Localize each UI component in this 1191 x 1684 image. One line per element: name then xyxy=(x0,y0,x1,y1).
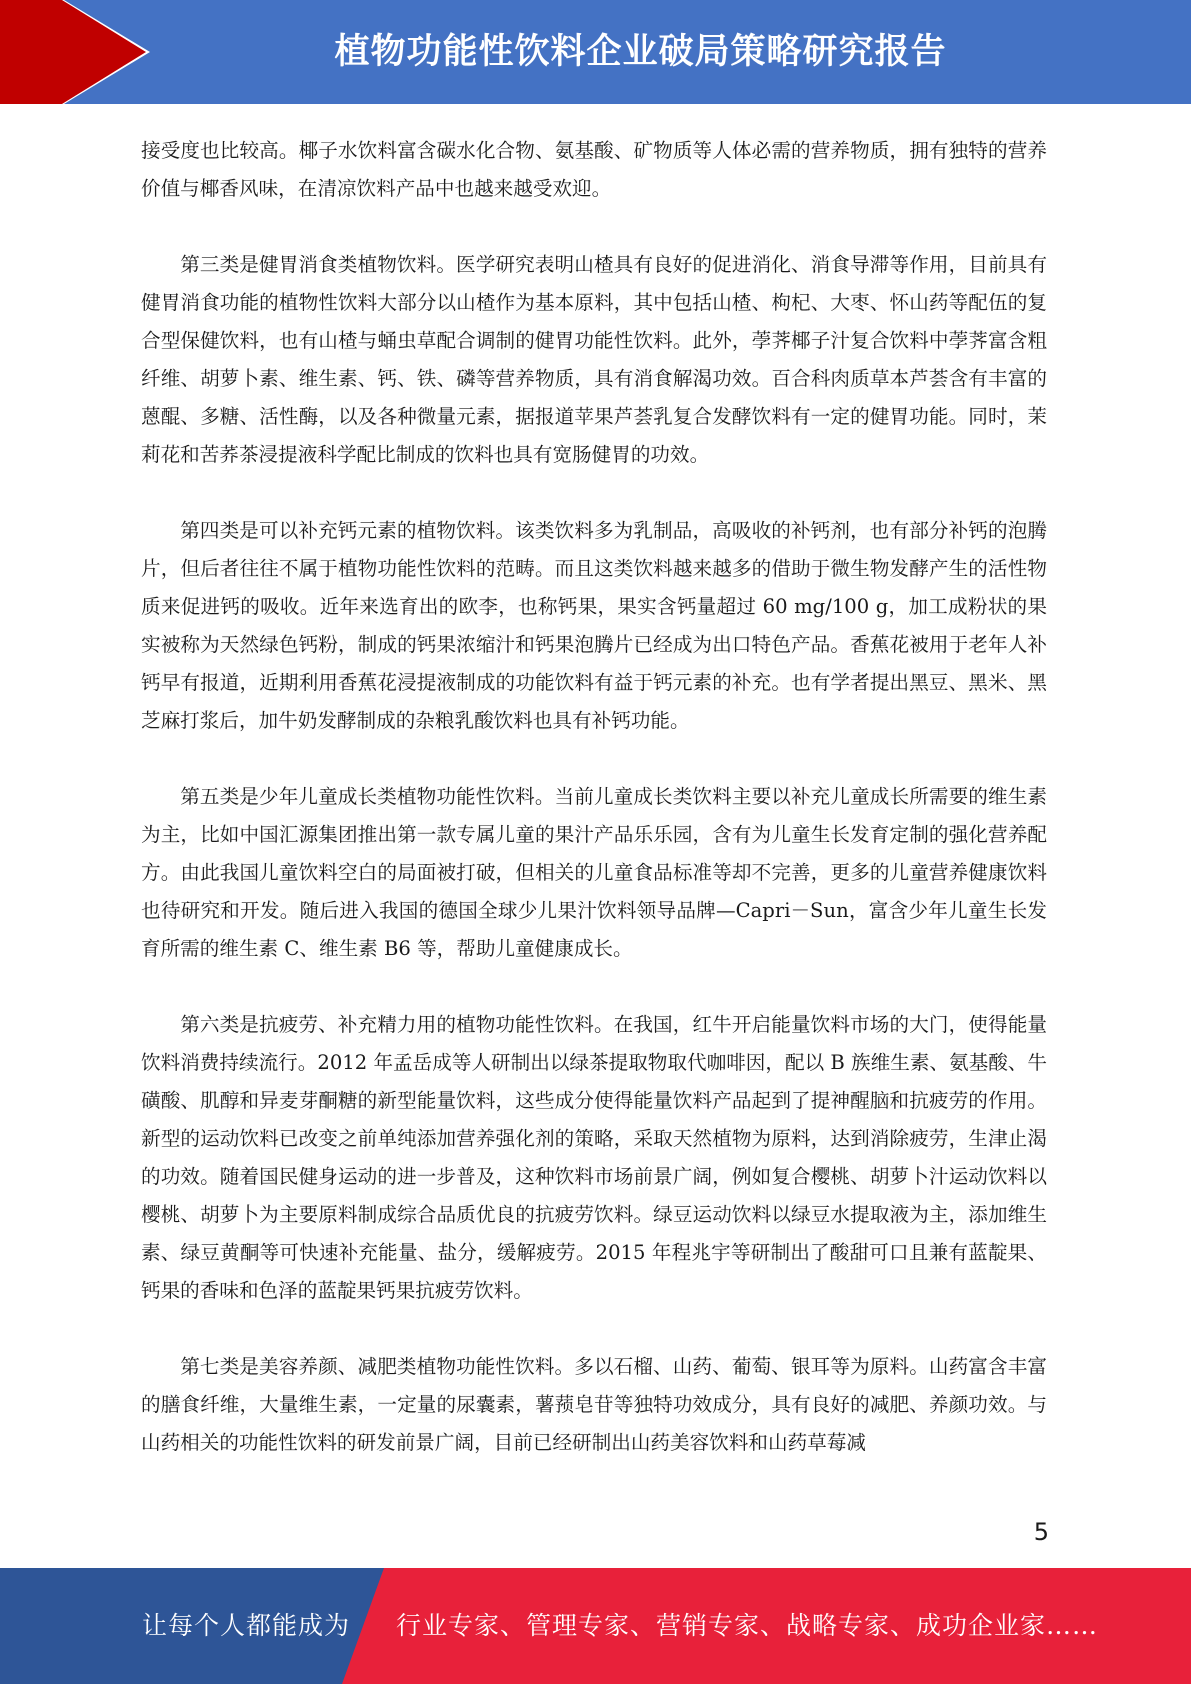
page-header xyxy=(0,0,1191,110)
paragraph-category-6: 第六类是抗疲劳、补充精力用的植物功能性饮料。在我国，红牛开启能量饮料市场的大门，使得能量饮料消费持续流行。2012 年孟岳成等人研制出以绿茶提取物取代咖啡因，配以 B 族维生素、氨基酸、牛磺酸、肌醇和异麦芽酮糖的新型能量饮料，这些成分使得能量饮料产品起到了提神醒脑和抗疲劳的作用。新型的运动饮料已改变之前单纯添加营养强化剂的策略，采取天然植物为原料，达到消除疲劳，生津止渴的功效。随着国民健身运动的进一步普及，这种饮料市场前景广阔，例如复合樱桃、胡萝卜汁运动饮料以樱桃、胡萝卜为主要原料制成综合品质优良的抗疲劳饮料。绿豆运动饮料以绿豆水提取液为主，添加维生素、绿豆黄酮等可快速补充能量、盐分，缓解疲劳。2015 年程兆宇等研制出了酸甜可口且兼有蓝靛果、钙果的香味和色泽的蓝靛果钙果抗疲劳饮料。 xyxy=(141,1013,1047,1302)
paragraph-category-3: 第三类是健胃消食类植物饮料。医学研究表明山楂具有良好的促进消化、消食导滞等作用，目前具有健胃消食功能的植物性饮料大部分以山楂作为基本原料，其中包括山楂、枸杞、大枣、怀山药等配伍的复合型保健饮料，也有山楂与蛹虫草配合调制的健胃功能性饮料。此外，荸荠椰子汁复合饮料中荸荠富含粗纤维、胡萝卜素、维生素、钙、铁、磷等营养物质，具有消食解渴功效。百合科肉质草本芦荟含有丰富的蒽醌、多糖、活性酶，以及各种微量元素，据报道苹果芦荟乳复合发酵饮料有一定的健胃功能。同时，茉莉花和苦荞茶浸提液科学配比制成的饮料也具有宽肠健胃的功效。 xyxy=(141,253,1047,466)
paragraph-category-5: 第五类是少年儿童成长类植物功能性饮料。当前儿童成长类饮料主要以补充儿童成长所需要的维生素为主，比如中国汇源集团推出第一款专属儿童的果汁产品乐乐园，含有为儿童生长发育定制的强化营养配方。由此我国儿童饮料空白的局面被打破，但相关的儿童食品标准等却不完善，更多的儿童营养健康饮料也待研究和开发。随后进入我国的德国全球少儿果汁饮料领导品牌—Capri－Sun，富含少年儿童生长发育所需的维生素 C、维生素 B6 等，帮助儿童健康成长。 xyxy=(141,785,1047,960)
page-number: 5 xyxy=(1033,1518,1049,1546)
footer-slogan-left: 让每个人都能成为 xyxy=(142,1611,351,1640)
body-text xyxy=(141,132,1047,1500)
paragraph-continuation: 接受度也比较高。椰子水饮料富含碳水化合物、氨基酸、矿物质等人体必需的营养物质，拥有独特的营养价值与椰香风味，在清凉饮料产品中也越来越受欢迎。 xyxy=(141,139,1047,200)
paragraph-category-7: 第七类是美容养颜、减肥类植物功能性饮料。多以石榴、山药、葡萄、银耳等为原料。山药富含丰富的膳食纤维，大量维生素，一定量的尿囊素，薯蓣皂苷等独特功效成分，具有良好的减肥、养颜功效。与山药相关的功能性饮料的研发前景广阔，目前已经研制出山药美容饮料和山药草莓减 xyxy=(141,1355,1047,1454)
paragraph-category-4: 第四类是可以补充钙元素的植物饮料。该类饮料多为乳制品，高吸收的补钙剂，也有部分补钙的泡腾片，但后者往往不属于植物功能性饮料的范畴。而且这类饮料越来越多的借助于微生物发酵产生的活性物质来促进钙的吸收。近年来选育出的欧李，也称钙果，果实含钙量超过 60 mg/100 g，加工成粉状的果实被称为天然绿色钙粉，制成的钙果浓缩汁和钙果泡腾片已经成为出口特色产品。香蕉花被用于老年人补钙早有报道，近期利用香蕉花浸提液制成的功能饮料有益于钙元素的补充。也有学者提出黑豆、黑米、黑芝麻打浆后，加牛奶发酵制成的杂粮乳酸饮料也具有补钙功能。 xyxy=(141,519,1047,732)
page-footer xyxy=(0,1568,1191,1684)
report-title: 植物功能性饮料企业破局策略研究报告 xyxy=(334,32,947,72)
footer-slogan-right: 行业专家、管理专家、营销专家、战略专家、成功企业家…… xyxy=(396,1611,1099,1640)
